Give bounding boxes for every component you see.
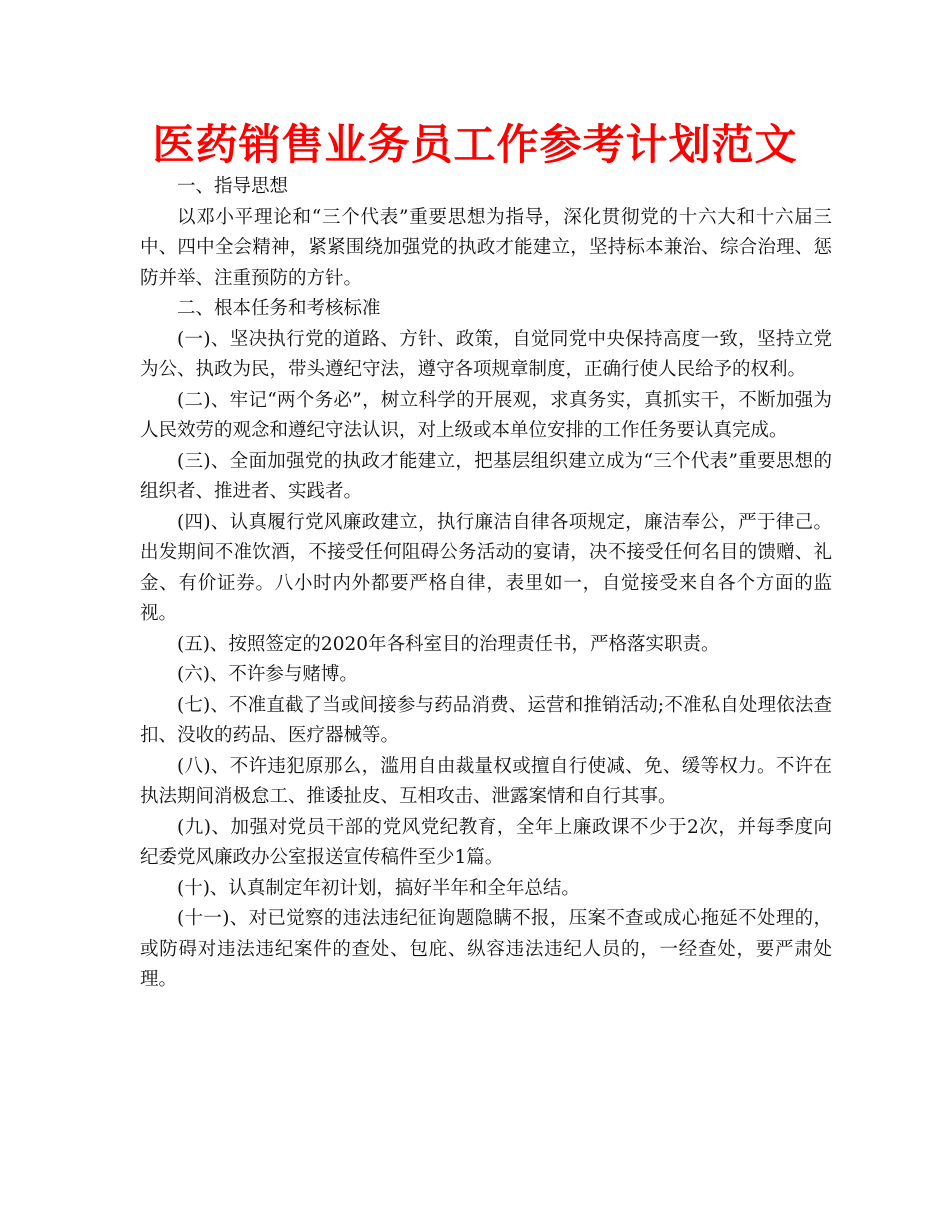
- section-heading-guiding-ideology: 一、指导思想: [177, 176, 289, 197]
- list-item: (七)、不准直截了当或间接参与药品消费、运营和推销活动;不准私自处理依法查扣、没收的药品、医疗器械等。: [140, 694, 832, 746]
- list-item: (六)、不许参与赌博。: [177, 664, 358, 685]
- list-item: (一)、坚决执行党的道路、方针、政策，自觉同党中央保持高度一致，坚持立党为公、执政为民，带头遵纪守法，遵守各项规章制度，正确行使人民给予的权利。: [140, 328, 832, 380]
- list-item: (二)、牢记“两个务必”，树立科学的开展观，求真务实，真抓实干，不断加强为人民效劳的观念和遵纪守法认识，对上级或本单位安排的工作任务要认真完成。: [140, 389, 832, 441]
- list-item: (九)、加强对党员干部的党风党纪教育，全年上廉政课不少于2次，并每季度向纪委党风廉政办公室报送宣传稿件至少1篇。: [140, 816, 832, 868]
- document-body: [140, 172, 832, 996]
- list-item: (三)、全面加强党的执政才能建立，把基层组织建立成为“三个代表”重要思想的组织者、推进者、实践者。: [140, 450, 832, 502]
- document-title: 医药销售业务员工作参考计划范文: [152, 120, 798, 169]
- list-item: (八)、不许违犯原那么，滥用自由裁量权或擅自行使减、免、缓等权力。不许在执法期间消极怠工、推诿扯皮、互相攻击、泄露案情和自行其事。: [140, 755, 832, 807]
- paragraph: 以邓小平理论和“三个代表”重要思想为指导，深化贯彻党的十六大和十六届三中、四中全会精神，紧紧围绕加强党的执政才能建立，坚持标本兼治、综合治理、惩防并举、注重预防的方针。: [140, 206, 832, 289]
- list-item: (十)、认真制定年初计划，搞好半年和全年总结。: [177, 877, 580, 899]
- section-heading-tasks-standards: 二、根本任务和考核标准: [177, 298, 381, 319]
- list-item: (五)、按照签定的2020年各科室目的治理责任书，严格落实职责。: [177, 633, 720, 655]
- list-item: (四)、认真履行党风廉政建立，执行廉洁自律各项规定，廉洁奉公，严于律己。出发期间不准饮酒，不接受任何阻碍公务活动的宴请，决不接受任何名目的馈赠、礼金、有价证券。八小时内外都要严格自律，表里如一，自觉接受来自各个方面的监视。: [140, 511, 832, 624]
- list-item: (十一)、对已觉察的违法违纪征询题隐瞒不报，压案不查或成心拖延不处理的，或防碍对违法违纪案件的查处、包庇、纵容违法违纪人员的，一经查处，要严肃处理。: [140, 908, 832, 990]
